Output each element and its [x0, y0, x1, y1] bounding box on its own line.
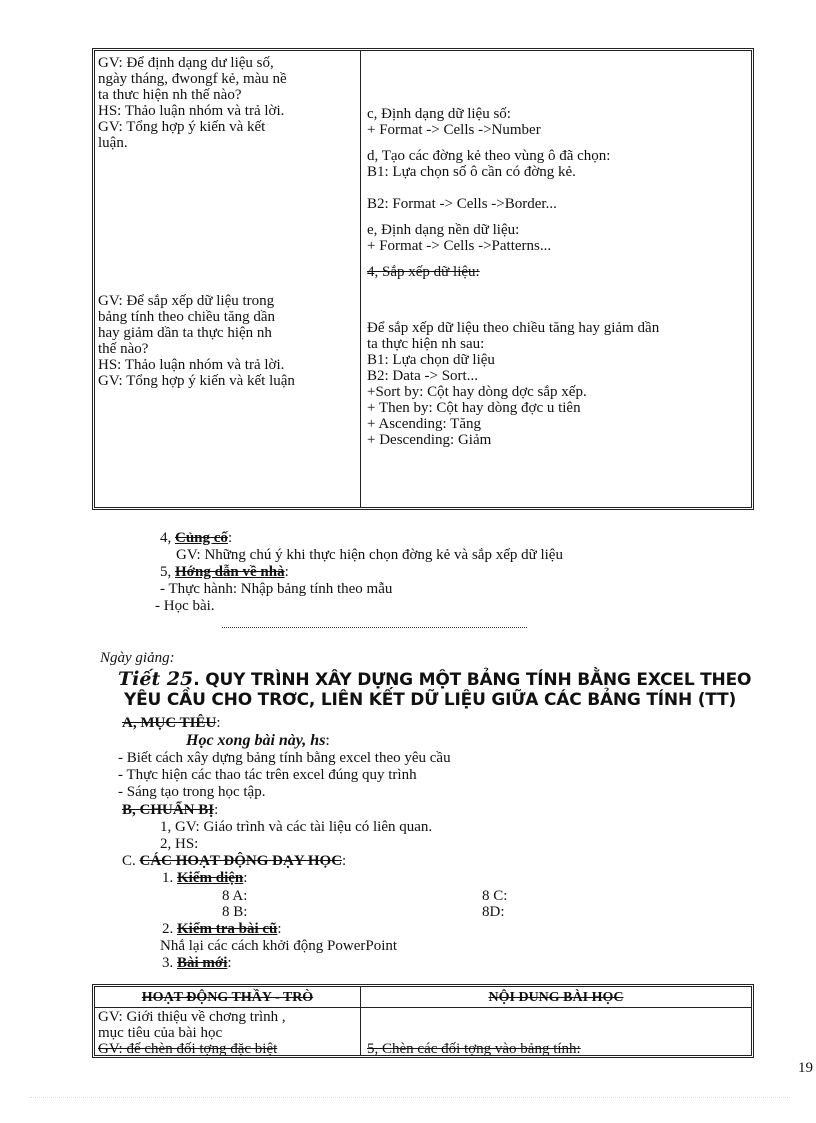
spacer	[367, 310, 659, 320]
learning-intro	[186, 732, 330, 749]
homework-study: - Học bài.	[155, 598, 215, 614]
table-left-cell-block-2	[98, 293, 295, 389]
class-8b: 8 B:	[222, 904, 248, 920]
text-line: GV: để chèn đối tợng đặc biệt	[98, 1041, 278, 1057]
text-line: GV: Để định dạng dư liệu số,	[98, 55, 274, 71]
page-number: 19	[798, 1060, 813, 1076]
text-line: + Descending: Giảm	[367, 432, 492, 448]
colon: :	[325, 732, 330, 749]
item-number: 1.	[162, 870, 177, 886]
new-lesson-heading	[162, 955, 232, 972]
table-header-divider	[95, 1007, 751, 1008]
class-8a: 8 A:	[222, 888, 248, 904]
item-label: Kiểm tra bài cũ	[177, 921, 278, 937]
text-line: ngày tháng, đwongf kẻ, màu nề	[98, 71, 287, 87]
section-b-heading	[122, 802, 218, 819]
colon: :	[342, 853, 347, 869]
spacer	[367, 300, 659, 310]
spacer	[367, 254, 659, 264]
item-number: 3.	[162, 955, 177, 971]
heading-label: Hớng dẫn về nhà	[175, 564, 285, 580]
item-label: Bài mới	[177, 955, 228, 971]
spacer	[367, 138, 659, 148]
intro-text: Học xong bài này, hs	[186, 732, 326, 749]
text-line: ta thực hiện nh sau:	[367, 336, 485, 352]
column-header-content: NỘI DUNG BÀI HỌC	[488, 990, 624, 1005]
activity-table-bottom	[92, 984, 754, 1058]
recall-question: Nhắ lại các cách khởi động PowerPoint	[160, 938, 398, 954]
heading-label: B, CHUẨN BỊ	[122, 802, 215, 818]
heading-label: Củng cố	[175, 530, 228, 546]
date-label: Ngày giảng:	[100, 650, 175, 666]
consolidation-gv-line: GV: Những chú ý khi thực hiện chọn đờng kẻ và sắp xếp dữ liệu	[176, 547, 563, 563]
item-number: 2.	[162, 921, 177, 937]
text-line: GV: Để sắp xếp dữ liệu trong	[98, 293, 275, 309]
text-line: HS: Thảo luận nhóm và trả lời.	[98, 357, 285, 373]
text-line: mục tiêu của bài học	[98, 1025, 223, 1041]
text-line: d, Tạo các đờng kẻ theo vùng ô đã chọn:	[367, 148, 611, 164]
heading-number: 5,	[160, 564, 175, 580]
item-label: Kiểm diện	[177, 870, 244, 886]
text-line: HS: Thảo luận nhóm và trả lời.	[98, 103, 285, 119]
goal-1: - Biết cách xây dựng bảng tính bằng excel theo yêu cầu	[118, 750, 451, 766]
prep-student: 2, HS:	[160, 836, 199, 852]
text-line: B1: Lựa chọn dữ liệu	[367, 352, 495, 368]
text-line: GV: Tổng hợp ý kiến và kết	[98, 119, 266, 135]
text-line: c, Định dạng dữ liệu số:	[367, 106, 511, 122]
goal-3: - Sáng tạo trong học tập.	[118, 784, 266, 800]
text-line: B1: Lựa chọn số ô cần có đờng kẻ.	[367, 164, 576, 180]
text-line: GV: Giới thiệu về chơng trình ,	[98, 1009, 286, 1025]
heading-label: CÁC HOẠT ĐỘNG DẠY HỌC	[139, 853, 343, 869]
text-line: + Format -> Cells ->Patterns...	[367, 238, 552, 254]
colon: :	[243, 870, 248, 886]
table-right-cell-content	[367, 106, 659, 448]
text-line: + Format -> Cells ->Number	[367, 122, 541, 138]
goal-2: - Thực hiện các thao tác trên excel đúng quy trình	[118, 767, 417, 783]
text-line: ta thưc hiện nh thế nào?	[98, 87, 242, 103]
spacer	[367, 280, 659, 290]
colon: :	[284, 564, 289, 580]
title-line-1	[118, 668, 751, 690]
text-line	[367, 180, 659, 196]
table-right-cell: 5, Chèn các đối tợng vào bảng tính:	[367, 1041, 581, 1057]
section-heading-sort: 4, Sắp xếp dữ liệu:	[367, 264, 480, 280]
table-left-cell	[98, 1009, 286, 1057]
colon: :	[227, 530, 233, 546]
attendance-heading	[162, 870, 247, 887]
colon: :	[227, 955, 232, 971]
old-lesson-check-heading	[162, 921, 282, 938]
text-line: bảng tính theo chiều tăng dần	[98, 309, 276, 325]
section-c-heading	[122, 853, 346, 870]
class-8c: 8 C:	[482, 888, 508, 904]
activity-table-top	[92, 48, 754, 510]
text-line: GV: Tổng hợp ý kiến và kết luận	[98, 373, 295, 389]
footer-dotted-rule	[30, 1097, 790, 1098]
prep-teacher: 1, GV: Giáo trình và các tài liệu có liên quan.	[160, 819, 433, 835]
dotted-separator	[222, 627, 527, 628]
text-line: hay giảm dần ta thực hiện nh	[98, 325, 272, 341]
table-left-cell-block-1	[98, 55, 287, 151]
lesson-number: Tiết 25	[118, 668, 194, 690]
class-8d: 8D:	[482, 904, 505, 920]
lesson-title	[118, 668, 751, 710]
heading-label: A, MỤC TIÊU	[122, 715, 217, 731]
heading-prefix: C.	[122, 853, 140, 869]
text-line: e, Định dạng nền dữ liệu:	[367, 222, 520, 238]
text-line: luận.	[98, 135, 128, 151]
section-a-heading	[122, 715, 221, 732]
column-header-activities: HOẠT ĐỘNG THẦY - TRÒ	[141, 990, 314, 1005]
consolidation-heading	[160, 530, 232, 547]
colon: :	[277, 921, 282, 937]
text-line: B2: Format -> Cells ->Border...	[367, 196, 557, 212]
title-line-2: YÊU CẦU CHO TRƠC, LIÊN KẾT DỮ LIỆU GIỮA CÁC BẢNG TÍNH (TT)	[124, 690, 737, 710]
spacer	[367, 290, 659, 300]
colon: :	[214, 802, 219, 818]
homework-heading	[160, 564, 289, 581]
homework-practice: - Thực hành: Nhập bảng tính theo mẫu	[160, 581, 393, 597]
title-text: . QUY TRÌNH XÂY DỰNG MỘT BẢNG TÍNH BẰNG EXCEL THEO	[193, 670, 752, 690]
colon: :	[216, 715, 221, 731]
text-line: thế nào?	[98, 341, 149, 357]
text-line: B2: Data -> Sort...	[367, 368, 478, 384]
text-line: Để sắp xếp dữ liệu theo chiều tăng hay giảm dần	[367, 320, 660, 336]
table-column-divider	[360, 51, 361, 507]
text-line: + Then by: Cột hay dòng đợc u tiên	[367, 400, 581, 416]
text-line: + Ascending: Tăng	[367, 416, 482, 432]
spacer	[367, 212, 659, 222]
text-line: +Sort by: Cột hay dòng dợc sắp xếp.	[367, 384, 587, 400]
heading-number: 4,	[160, 530, 175, 546]
